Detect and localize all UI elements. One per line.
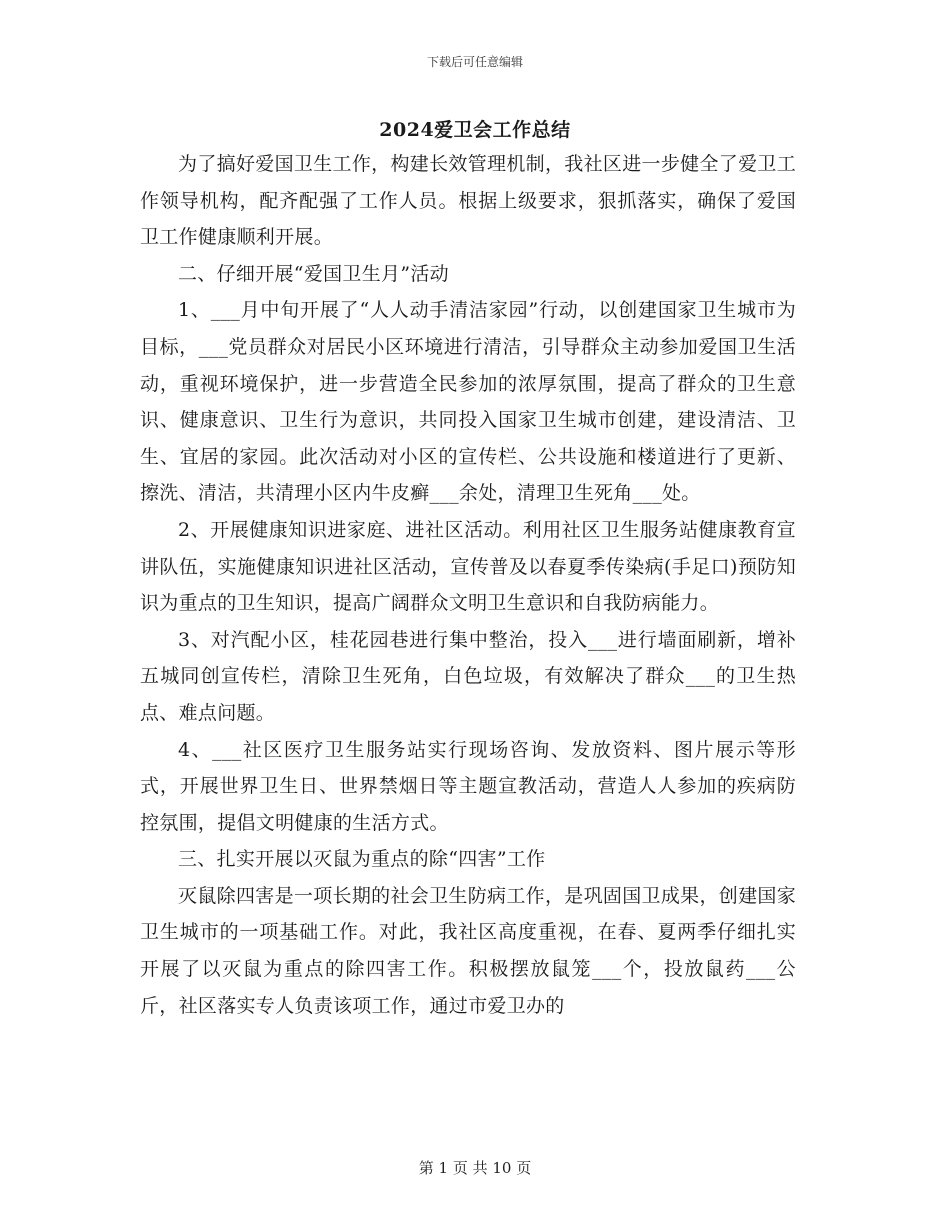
document-body	[140, 146, 796, 1024]
paragraph-item-1: 1、___月中旬开展了“人人动手清洁家园”行动，以创建国家卫生城市为目标，___党员群众对居民小区环境进行清洁，引导群众主动参加爱国卫生活动，重视环境保护，进一步营造全民参加的浓厚氛围，提高了群众的卫生意识、健康意识、卫生行为意识，共同投入国家卫生城市创建，建设清洁、卫生、宜居的家园。此次活动对小区的宣传栏、公共设施和楼道进行了更新、擦洗、清洁，共清理小区内牛皮癣___余处，清理卫生死角___处。	[140, 299, 796, 505]
paragraph-item-2: 2、开展健康知识进家庭、进社区活动。利用社区卫生服务站健康教育宣讲队伍，实施健康知识进社区活动，宣传普及以春夏季传染病(手足口)预防知识为重点的卫生知识，提高广阔群众文明卫生意识和自我防病能力。	[140, 518, 796, 615]
page-footer: 第 1 页 共 10 页	[418, 1159, 532, 1177]
paragraph-intro: 为了搞好爱国卫生工作，构建长效管理机制，我社区进一步健全了爱卫工作领导机构，配齐配强了工作人员。根据上级要求，狠抓落实，确保了爱国卫工作健康顺利开展。	[140, 153, 796, 249]
section-heading-2: 二、仔细开展“爱国卫生月”活动	[178, 262, 449, 285]
paragraph-item-4: 4、___社区医疗卫生服务站实行现场咨询、发放资料、图片展示等形式，开展世界卫生日、世界禁烟日等主题宣教活动，营造人人参加的疾病防控氛围，提倡文明健康的生活方式。	[140, 738, 796, 834]
document-title: 2024爱卫会工作总结	[379, 119, 571, 141]
section-heading-3: 三、扎实开展以灭鼠为重点的除“四害”工作	[178, 848, 546, 871]
paragraph-rodent-control: 灭鼠除四害是一项长期的社会卫生防病工作，是巩固国卫成果，创建国家卫生城市的一项基础工作。对此，我社区高度重视，在春、夏两季仔细扎实开展了以灭鼠为重点的除四害工作。积极摆放鼠笼___个，投放鼠药___公斤，社区落实专人负责该项工作，通过市爱卫办的	[140, 884, 796, 1017]
header-note: 下载后可任意编辑	[426, 55, 523, 69]
paragraph-item-3: 3、对汽配小区，桂花园巷进行集中整治，投入___进行墙面刷新，增补五城同创宣传栏，清除卫生死角，白色垃圾，有效解决了群众___的卫生热点、难点问题。	[140, 628, 796, 724]
